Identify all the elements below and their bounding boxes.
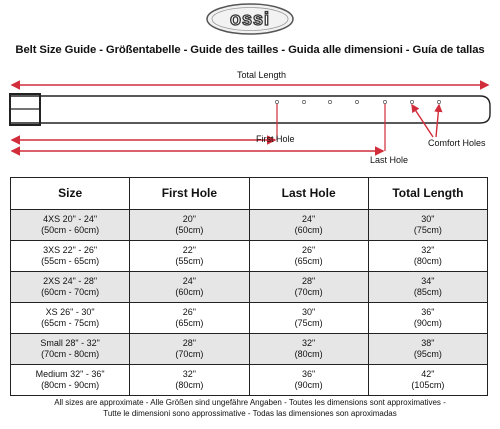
comfort-holes-label: Comfort Holes [428, 138, 486, 148]
belt-hole [302, 100, 305, 103]
cell-size: 2XS 24" - 28" (60cm - 70cm) [11, 272, 130, 303]
cell-total-length: 34" (85cm) [368, 272, 487, 303]
cell-last-hole: 24" (60cm) [249, 210, 368, 241]
cell-last-hole: 26" (65cm) [249, 241, 368, 272]
cell-first-hole: 26" (65cm) [130, 303, 249, 334]
column-header-last-hole: Last Hole [249, 178, 368, 210]
table-row [11, 210, 488, 241]
cell-size: Small 28" - 32" (70cm - 80cm) [11, 334, 130, 365]
cell-first-hole: 28" (70cm) [130, 334, 249, 365]
cell-total-length: 42" (105cm) [368, 365, 487, 396]
cell-size: Medium 32" - 36" (80cm - 90cm) [11, 365, 130, 396]
cell-first-hole: 24" (60cm) [130, 272, 249, 303]
belt-hole [355, 100, 358, 103]
belt-hole [328, 100, 331, 103]
first-hole-label: First Hole [256, 134, 295, 144]
column-header-total-length: Total Length [368, 178, 487, 210]
cell-last-hole: 30" (75cm) [249, 303, 368, 334]
cell-total-length: 36" (90cm) [368, 303, 487, 334]
cell-last-hole: 28" (70cm) [249, 272, 368, 303]
size-table [10, 177, 488, 396]
svg-text:ossi: ossi [229, 9, 271, 29]
column-header-first-hole: First Hole [130, 178, 249, 210]
cell-size: 3XS 22" - 26" (55cm - 65cm) [11, 241, 130, 272]
table-body [11, 210, 488, 396]
cell-last-hole: 32" (80cm) [249, 334, 368, 365]
footnote-line-1: All sizes are approximate - Alle Größen sind ungefähre Angaben - Toutes les dimensions sont approximatives - [54, 398, 446, 407]
cell-size: XS 26" - 30" (65cm - 75cm) [11, 303, 130, 334]
table-row [11, 303, 488, 334]
cell-last-hole: 36" (90cm) [249, 365, 368, 396]
page-title: Belt Size Guide - Größentabelle - Guide des tailles - Guida alle dimensioni - Guía de tallas [15, 44, 485, 56]
approximation-footnote [0, 397, 500, 419]
cell-size: 4XS 20" - 24" (50cm - 60cm) [11, 210, 130, 241]
cell-total-length: 30" (75cm) [368, 210, 487, 241]
belt-hole [410, 100, 413, 103]
cell-first-hole: 20" (50cm) [130, 210, 249, 241]
table-row [11, 334, 488, 365]
cell-first-hole: 32" (80cm) [130, 365, 249, 396]
belt-hole [383, 100, 386, 103]
belt-hole [275, 100, 278, 103]
belt-hole [437, 100, 440, 103]
column-header-size: Size [11, 178, 130, 210]
cell-total-length: 38" (95cm) [368, 334, 487, 365]
cell-total-length: 32" (80cm) [368, 241, 487, 272]
table-header-row [11, 178, 488, 210]
last-hole-label: Last Hole [370, 155, 409, 165]
brand-logo [205, 2, 295, 36]
footnote-line-2: Tutte le dimensioni sono approssimative - Todas las dimensiones son aproximadas [103, 409, 397, 418]
cell-first-hole: 22" (55cm) [130, 241, 249, 272]
belt-diagram [0, 60, 500, 170]
table-row [11, 365, 488, 396]
table-row [11, 241, 488, 272]
belt-strap [10, 96, 490, 123]
table-row [11, 272, 488, 303]
ossi-logo-graphic [205, 2, 295, 36]
total-length-label: Total Length [237, 70, 287, 80]
